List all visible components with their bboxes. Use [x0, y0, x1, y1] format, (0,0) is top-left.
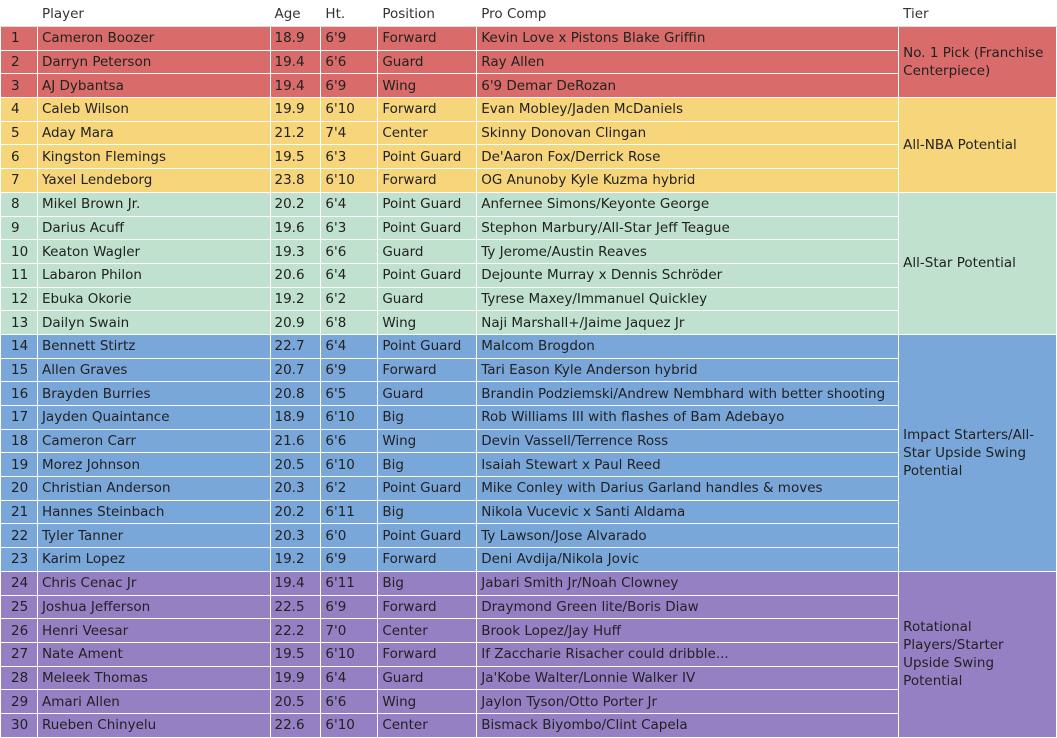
position-cell[interactable]: Big	[378, 500, 477, 524]
height-cell[interactable]: 6'5	[321, 382, 378, 406]
height-cell[interactable]: 6'3	[321, 216, 378, 240]
pro-comp-cell[interactable]: Anfernee Simons/Keyonte George	[477, 192, 899, 216]
position-cell[interactable]: Point Guard	[378, 145, 477, 169]
position-cell[interactable]: Point Guard	[378, 192, 477, 216]
age-cell[interactable]: 18.9	[270, 406, 321, 430]
player-cell[interactable]: Jayden Quaintance	[37, 406, 270, 430]
table-row	[1, 263, 1057, 287]
table-row	[1, 311, 1057, 335]
header-position[interactable]: Position	[378, 1, 477, 27]
position-cell[interactable]: Wing	[378, 74, 477, 98]
position-cell[interactable]: Point Guard	[378, 524, 477, 548]
height-cell[interactable]: 6'10	[321, 406, 378, 430]
player-cell[interactable]: Hannes Steinbach	[37, 500, 270, 524]
height-cell[interactable]: 6'8	[321, 311, 378, 335]
age-cell[interactable]: 19.6	[270, 216, 321, 240]
header-height[interactable]: Ht.	[321, 1, 378, 27]
player-cell[interactable]: Karim Lopez	[37, 548, 270, 572]
height-cell[interactable]: 6'10	[321, 453, 378, 477]
rank-cell[interactable]: 18	[1, 429, 38, 453]
player-cell[interactable]: Henri Veesar	[37, 619, 270, 643]
pro-comp-cell[interactable]: 6'9 Demar DeRozan	[477, 74, 899, 98]
pro-comp-cell[interactable]: Deni Avdija/Nikola Jovic	[477, 548, 899, 572]
age-cell[interactable]: 20.6	[270, 263, 321, 287]
position-cell[interactable]: Point Guard	[378, 263, 477, 287]
table-row	[1, 287, 1057, 311]
rank-cell[interactable]: 10	[1, 240, 38, 264]
table-row	[1, 477, 1057, 501]
height-cell[interactable]: 6'11	[321, 500, 378, 524]
player-cell[interactable]: Rueben Chinyelu	[37, 713, 270, 737]
table-row	[1, 453, 1057, 477]
rank-cell[interactable]: 7	[1, 169, 38, 193]
position-cell[interactable]: Guard	[378, 666, 477, 690]
table-row	[1, 240, 1057, 264]
header-pro-comp[interactable]: Pro Comp	[477, 1, 899, 27]
rank-cell[interactable]: 24	[1, 571, 38, 595]
height-cell[interactable]: 7'0	[321, 619, 378, 643]
table-row	[1, 98, 1057, 122]
tier-cell[interactable]: Rotational Players/Starter Upside Swing Potential	[899, 571, 1057, 737]
table-row	[1, 619, 1057, 643]
rank-cell[interactable]: 30	[1, 713, 38, 737]
pro-comp-cell[interactable]: Brook Lopez/Jay Huff	[477, 619, 899, 643]
position-cell[interactable]: Point Guard	[378, 334, 477, 358]
player-cell[interactable]: Darryn Peterson	[37, 50, 270, 74]
rank-cell[interactable]: 2	[1, 50, 38, 74]
height-cell[interactable]: 6'4	[321, 334, 378, 358]
rank-cell[interactable]: 21	[1, 500, 38, 524]
position-cell[interactable]: Forward	[378, 642, 477, 666]
table-row	[1, 571, 1057, 595]
height-cell[interactable]: 6'3	[321, 145, 378, 169]
pro-comp-cell[interactable]: Isaiah Stewart x Paul Reed	[477, 453, 899, 477]
player-cell[interactable]: Brayden Burries	[37, 382, 270, 406]
pro-comp-cell[interactable]: Kevin Love x Pistons Blake Griffin	[477, 27, 899, 51]
position-cell[interactable]: Forward	[378, 27, 477, 51]
height-cell[interactable]: 6'9	[321, 27, 378, 51]
tier-cell[interactable]: No. 1 Pick (Franchise Centerpiece)	[899, 27, 1057, 98]
height-cell[interactable]: 6'11	[321, 571, 378, 595]
pro-comp-cell[interactable]: Malcom Brogdon	[477, 334, 899, 358]
position-cell[interactable]: Guard	[378, 287, 477, 311]
table-row	[1, 74, 1057, 98]
age-cell[interactable]: 20.3	[270, 477, 321, 501]
table-row	[1, 50, 1057, 74]
rank-cell[interactable]: 23	[1, 548, 38, 572]
pro-comp-cell[interactable]: Ray Allen	[477, 50, 899, 74]
player-cell[interactable]: Christian Anderson	[37, 477, 270, 501]
pro-comp-cell[interactable]: Draymond Green lite/Boris Diaw	[477, 595, 899, 619]
height-cell[interactable]: 6'4	[321, 192, 378, 216]
table-row	[1, 145, 1057, 169]
rank-cell[interactable]: 13	[1, 311, 38, 335]
age-cell[interactable]: 20.2	[270, 500, 321, 524]
height-cell[interactable]: 6'10	[321, 713, 378, 737]
tier-cell[interactable]: All-NBA Potential	[899, 98, 1057, 193]
pro-comp-cell[interactable]: Dejounte Murray x Dennis Schröder	[477, 263, 899, 287]
player-cell[interactable]: Caleb Wilson	[37, 98, 270, 122]
player-cell[interactable]: Joshua Jefferson	[37, 595, 270, 619]
player-cell[interactable]: Chris Cenac Jr	[37, 571, 270, 595]
age-cell[interactable]: 21.6	[270, 429, 321, 453]
rank-cell[interactable]: 5	[1, 121, 38, 145]
age-cell[interactable]: 19.4	[270, 50, 321, 74]
rank-cell[interactable]: 20	[1, 477, 38, 501]
position-cell[interactable]: Center	[378, 121, 477, 145]
position-cell[interactable]: Forward	[378, 98, 477, 122]
position-cell[interactable]: Guard	[378, 50, 477, 74]
height-cell[interactable]: 6'10	[321, 169, 378, 193]
table-row	[1, 595, 1057, 619]
table-row	[1, 216, 1057, 240]
position-cell[interactable]: Forward	[378, 548, 477, 572]
table-row	[1, 429, 1057, 453]
table-row	[1, 406, 1057, 430]
pro-comp-cell[interactable]: Skinny Donovan Clingan	[477, 121, 899, 145]
player-cell[interactable]: Keaton Wagler	[37, 240, 270, 264]
pro-comp-cell[interactable]: Rob Williams III with flashes of Bam Adebayo	[477, 406, 899, 430]
rank-cell[interactable]: 27	[1, 642, 38, 666]
height-cell[interactable]: 6'4	[321, 263, 378, 287]
rank-cell[interactable]: 9	[1, 216, 38, 240]
age-cell[interactable]: 20.5	[270, 690, 321, 714]
age-cell[interactable]: 21.2	[270, 121, 321, 145]
height-cell[interactable]: 6'6	[321, 50, 378, 74]
age-cell[interactable]: 19.9	[270, 666, 321, 690]
height-cell[interactable]: 6'2	[321, 477, 378, 501]
table-row	[1, 169, 1057, 193]
pro-comp-cell[interactable]: Mike Conley with Darius Garland handles & moves	[477, 477, 899, 501]
rank-cell[interactable]: 28	[1, 666, 38, 690]
pro-comp-cell[interactable]: OG Anunoby Kyle Kuzma hybrid	[477, 169, 899, 193]
pro-comp-cell[interactable]: Naji Marshall+/Jaime Jaquez Jr	[477, 311, 899, 335]
rank-cell[interactable]: 8	[1, 192, 38, 216]
age-cell[interactable]: 20.5	[270, 453, 321, 477]
pro-comp-cell[interactable]: Jaylon Tyson/Otto Porter Jr	[477, 690, 899, 714]
pro-comp-cell[interactable]: Stephon Marbury/All-Star Jeff Teague	[477, 216, 899, 240]
pro-comp-cell[interactable]: De'Aaron Fox/Derrick Rose	[477, 145, 899, 169]
player-cell[interactable]: Aday Mara	[37, 121, 270, 145]
height-cell[interactable]: 6'9	[321, 548, 378, 572]
pro-comp-cell[interactable]: Ty Lawson/Jose Alvarado	[477, 524, 899, 548]
player-cell[interactable]: Morez Johnson	[37, 453, 270, 477]
rank-cell[interactable]: 17	[1, 406, 38, 430]
table-row	[1, 192, 1057, 216]
player-cell[interactable]: AJ Dybantsa	[37, 74, 270, 98]
pro-comp-cell[interactable]: Brandin Podziemski/Andrew Nembhard with better shooting	[477, 382, 899, 406]
age-cell[interactable]: 20.9	[270, 311, 321, 335]
rank-cell[interactable]: 1	[1, 27, 38, 51]
player-cell[interactable]: Cameron Carr	[37, 429, 270, 453]
age-cell[interactable]: 20.3	[270, 524, 321, 548]
age-cell[interactable]: 19.5	[270, 145, 321, 169]
age-cell[interactable]: 18.9	[270, 27, 321, 51]
age-cell[interactable]: 22.6	[270, 713, 321, 737]
age-cell[interactable]: 19.2	[270, 548, 321, 572]
tier-cell[interactable]: All-Star Potential	[899, 192, 1057, 334]
player-cell[interactable]: Meleek Thomas	[37, 666, 270, 690]
position-cell[interactable]: Center	[378, 713, 477, 737]
height-cell[interactable]: 6'6	[321, 690, 378, 714]
pro-comp-cell[interactable]: If Zaccharie Risacher could dribble...	[477, 642, 899, 666]
position-cell[interactable]: Point Guard	[378, 216, 477, 240]
player-cell[interactable]: Tyler Tanner	[37, 524, 270, 548]
rank-cell[interactable]: 4	[1, 98, 38, 122]
position-cell[interactable]: Big	[378, 453, 477, 477]
position-cell[interactable]: Big	[378, 406, 477, 430]
player-cell[interactable]: Ebuka Okorie	[37, 287, 270, 311]
pro-comp-cell[interactable]: Nikola Vucevic x Santi Aldama	[477, 500, 899, 524]
player-cell[interactable]: Allen Graves	[37, 358, 270, 382]
age-cell[interactable]: 19.4	[270, 571, 321, 595]
table-row	[1, 548, 1057, 572]
age-cell[interactable]: 19.3	[270, 240, 321, 264]
height-cell[interactable]: 6'6	[321, 240, 378, 264]
player-cell[interactable]: Amari Allen	[37, 690, 270, 714]
rank-cell[interactable]: 15	[1, 358, 38, 382]
height-cell[interactable]: 6'2	[321, 287, 378, 311]
table-row	[1, 121, 1057, 145]
position-cell[interactable]: Big	[378, 571, 477, 595]
rank-cell[interactable]: 3	[1, 74, 38, 98]
player-cell[interactable]: Mikel Brown Jr.	[37, 192, 270, 216]
position-cell[interactable]: Guard	[378, 382, 477, 406]
player-cell[interactable]: Kingston Flemings	[37, 145, 270, 169]
player-cell[interactable]: Dailyn Swain	[37, 311, 270, 335]
header-tier[interactable]: Tier	[899, 1, 1057, 27]
player-cell[interactable]: Labaron Philon	[37, 263, 270, 287]
header-age[interactable]: Age	[270, 1, 321, 27]
rank-cell[interactable]: 22	[1, 524, 38, 548]
height-cell[interactable]: 6'4	[321, 666, 378, 690]
pro-comp-cell[interactable]: Bismack Biyombo/Clint Capela	[477, 713, 899, 737]
table-row	[1, 358, 1057, 382]
rank-cell[interactable]: 16	[1, 382, 38, 406]
age-cell[interactable]: 20.7	[270, 358, 321, 382]
age-cell[interactable]: 23.8	[270, 169, 321, 193]
height-cell[interactable]: 6'9	[321, 74, 378, 98]
player-cell[interactable]: Darius Acuff	[37, 216, 270, 240]
height-cell[interactable]: 6'9	[321, 595, 378, 619]
age-cell[interactable]: 19.2	[270, 287, 321, 311]
position-cell[interactable]: Wing	[378, 690, 477, 714]
rank-cell[interactable]: 12	[1, 287, 38, 311]
rank-cell[interactable]: 26	[1, 619, 38, 643]
pro-comp-cell[interactable]: Tari Eason Kyle Anderson hybrid	[477, 358, 899, 382]
table-row	[1, 666, 1057, 690]
pro-comp-cell[interactable]: Tyrese Maxey/Immanuel Quickley	[477, 287, 899, 311]
height-cell[interactable]: 6'6	[321, 429, 378, 453]
height-cell[interactable]: 6'9	[321, 358, 378, 382]
pro-comp-cell[interactable]: Evan Mobley/Jaden McDaniels	[477, 98, 899, 122]
position-cell[interactable]: Point Guard	[378, 477, 477, 501]
player-cell[interactable]: Cameron Boozer	[37, 27, 270, 51]
header-num[interactable]	[1, 1, 38, 27]
rank-cell[interactable]: 11	[1, 263, 38, 287]
tier-cell[interactable]: Impact Starters/All-Star Upside Swing Potential	[899, 334, 1057, 571]
height-cell[interactable]: 6'10	[321, 98, 378, 122]
pro-comp-cell[interactable]: Ja'Kobe Walter/Lonnie Walker IV	[477, 666, 899, 690]
age-cell[interactable]: 22.7	[270, 334, 321, 358]
height-cell[interactable]: 6'0	[321, 524, 378, 548]
table-row	[1, 690, 1057, 714]
position-cell[interactable]: Forward	[378, 169, 477, 193]
table-row	[1, 382, 1057, 406]
age-cell[interactable]: 22.2	[270, 619, 321, 643]
table-row	[1, 524, 1057, 548]
position-cell[interactable]: Forward	[378, 358, 477, 382]
header-row	[1, 1, 1057, 27]
height-cell[interactable]: 7'4	[321, 121, 378, 145]
table-row	[1, 642, 1057, 666]
rank-cell[interactable]: 6	[1, 145, 38, 169]
pro-comp-cell[interactable]: Devin Vassell/Terrence Ross	[477, 429, 899, 453]
rank-cell[interactable]: 19	[1, 453, 38, 477]
age-cell[interactable]: 20.8	[270, 382, 321, 406]
age-cell[interactable]: 19.9	[270, 98, 321, 122]
header-player[interactable]: Player	[37, 1, 270, 27]
rank-cell[interactable]: 25	[1, 595, 38, 619]
position-cell[interactable]: Wing	[378, 311, 477, 335]
age-cell[interactable]: 19.5	[270, 642, 321, 666]
position-cell[interactable]: Guard	[378, 240, 477, 264]
player-cell[interactable]: Bennett Stirtz	[37, 334, 270, 358]
table-row	[1, 334, 1057, 358]
rank-cell[interactable]: 14	[1, 334, 38, 358]
age-cell[interactable]: 22.5	[270, 595, 321, 619]
player-cell[interactable]: Nate Ament	[37, 642, 270, 666]
pro-comp-cell[interactable]: Jabari Smith Jr/Noah Clowney	[477, 571, 899, 595]
age-cell[interactable]: 20.2	[270, 192, 321, 216]
player-cell[interactable]: Yaxel Lendeborg	[37, 169, 270, 193]
age-cell[interactable]: 19.4	[270, 74, 321, 98]
table-row	[1, 27, 1057, 51]
position-cell[interactable]: Center	[378, 619, 477, 643]
rank-cell[interactable]: 29	[1, 690, 38, 714]
position-cell[interactable]: Forward	[378, 595, 477, 619]
table-row	[1, 500, 1057, 524]
pro-comp-cell[interactable]: Ty Jerome/Austin Reaves	[477, 240, 899, 264]
position-cell[interactable]: Wing	[378, 429, 477, 453]
height-cell[interactable]: 6'10	[321, 642, 378, 666]
